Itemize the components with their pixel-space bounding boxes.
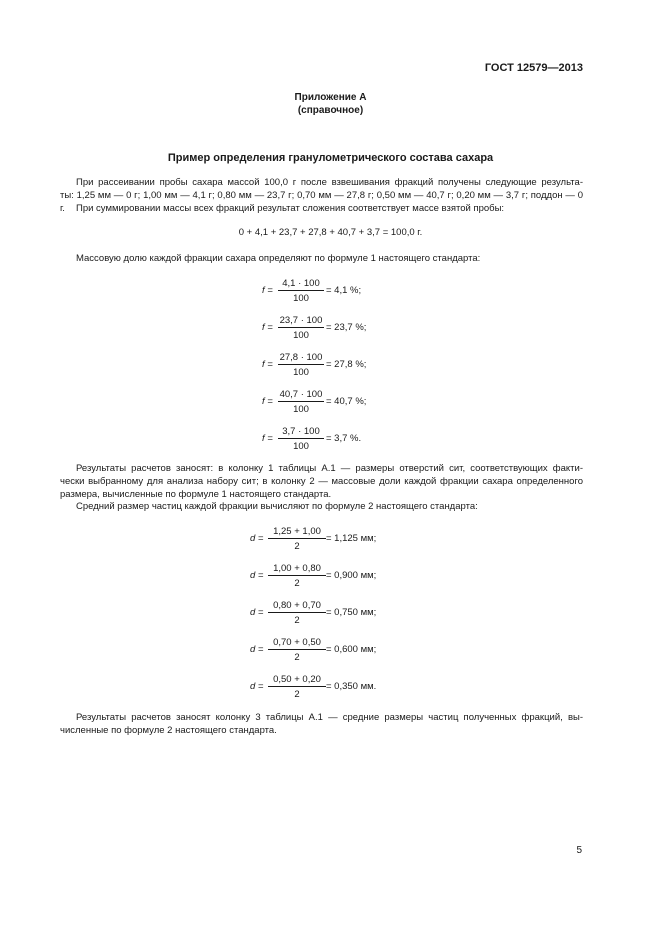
- fraction-numerator: 1,25 + 1,00: [268, 526, 326, 539]
- formula-variable: f =: [262, 322, 273, 333]
- formula-variable: d =: [250, 681, 264, 692]
- formula-variable: d =: [250, 607, 264, 618]
- formula-fraction: [278, 352, 324, 378]
- paragraph-line: ты: 1,25 мм — 0 г; 1,00 мм — 4,1 г; 0,80 мм — 23,7 г; 0,70 мм — 27,8 г; 0,50 мм — 40,7 г; 0,20 мм — 3,7 г; поддон — 0 г.: [60, 190, 583, 214]
- section-title: Пример определения гранулометрического состава сахара: [167, 152, 494, 164]
- formula-variable: f =: [262, 285, 273, 296]
- paragraph-mean-size: Средний размер частиц каждой фракции вычисляют по формуле 2 настоящего стандарта:: [76, 501, 478, 512]
- fraction-denominator: 2: [294, 578, 300, 589]
- sum-equation: 0 + 4,1 + 23,7 + 27,8 + 40,7 + 3,7 = 100,0 г.: [238, 227, 423, 238]
- formula-result: = 0,600 мм;: [326, 644, 377, 655]
- fraction-denominator: 2: [294, 689, 300, 700]
- fraction-numerator: 40,7 · 100: [279, 389, 323, 400]
- formula-fraction: [268, 563, 326, 589]
- formula-result: = 0,750 мм;: [326, 607, 377, 618]
- fraction-numerator: 0,70 + 0,50: [268, 637, 326, 650]
- formula-fraction: [268, 600, 326, 626]
- formula-result: = 4,1 %;: [326, 285, 362, 296]
- paragraph-line: Результаты расчетов заносят: в колонку 1 таблицы А.1 — размеры отверстий сит, соответствующих факти-: [76, 463, 583, 474]
- fraction-numerator: 0,80 + 0,70: [268, 600, 326, 613]
- paragraph-line: Результаты расчетов заносят колонку 3 таблицы А.1 — средние размеры частиц полученных фракций, вы-: [76, 712, 583, 723]
- fraction-denominator: 2: [294, 615, 300, 626]
- fraction-numerator: 0,50 + 0,20: [268, 674, 326, 687]
- formula-result: = 27,8 %;: [326, 359, 367, 370]
- formula-fraction: [268, 637, 326, 663]
- paragraph-line: размера, вычисленные по формуле 1 настоящего стандарта.: [60, 489, 332, 500]
- formula-result: = 0,350 мм.: [326, 681, 377, 692]
- fraction-denominator: 100: [293, 367, 309, 378]
- formula-variable: f =: [262, 359, 273, 370]
- formula-result: = 40,7 %;: [326, 396, 367, 407]
- fraction-numerator: 1,00 + 0,80: [268, 563, 326, 576]
- fraction-denominator: 100: [293, 293, 309, 304]
- formula-fraction: [278, 315, 324, 341]
- paragraph-results-column3: [60, 711, 583, 737]
- appendix-subtitle: (справочное): [297, 105, 364, 116]
- formula-variable: d =: [250, 644, 264, 655]
- formula-fraction: [278, 389, 324, 415]
- paragraph-line: численные по формуле 2 настоящего стандарта.: [60, 725, 277, 736]
- formula-result: = 3,7 %.: [326, 433, 362, 444]
- formula-variable: d =: [250, 570, 264, 581]
- fraction-numerator: 23,7 · 100: [279, 315, 323, 326]
- paragraph-mass-fraction: Массовую долю каждой фракции сахара определяют по формуле 1 настоящего стандарта:: [76, 253, 481, 264]
- fraction-numerator: 27,8 · 100: [279, 352, 323, 363]
- formula-result: = 1,125 мм;: [326, 533, 377, 544]
- formula-result: = 0,900 мм;: [326, 570, 377, 581]
- appendix-title: Приложение А: [294, 92, 367, 103]
- paragraph-line: При рассеивании пробы сахара массой 100,0 г после взвешивания фракций получены следующие результа-: [76, 177, 583, 188]
- formula-result: = 23,7 %;: [326, 322, 367, 333]
- document-code: ГОСТ 12579—2013: [484, 62, 583, 74]
- formula-fraction: [268, 526, 326, 552]
- formula-variable: f =: [262, 433, 273, 444]
- fraction-denominator: 100: [293, 404, 309, 415]
- paragraph-results-columns: [60, 462, 583, 501]
- fraction-numerator: 3,7 · 100: [278, 426, 324, 439]
- fraction-denominator: 2: [294, 541, 300, 552]
- page-number: 5: [576, 845, 582, 856]
- fraction-denominator: 2: [294, 652, 300, 663]
- fraction-denominator: 100: [293, 441, 309, 452]
- formula-variable: d =: [250, 533, 264, 544]
- formula-variable: f =: [262, 396, 273, 407]
- fraction-numerator: 4,1 · 100: [278, 278, 324, 291]
- formula-fraction: [268, 674, 326, 700]
- formula-fraction: [278, 278, 324, 304]
- fraction-denominator: 100: [293, 330, 309, 341]
- paragraph-line: чески выбранному для анализа набору сит; в колонку 2 — массовые доли каждой фракции сахара определенного: [60, 476, 583, 487]
- paragraph-summation: При суммировании массы всех фракций результат сложения соответствует массе взятой пробы:: [76, 203, 505, 214]
- formula-fraction: [278, 426, 324, 452]
